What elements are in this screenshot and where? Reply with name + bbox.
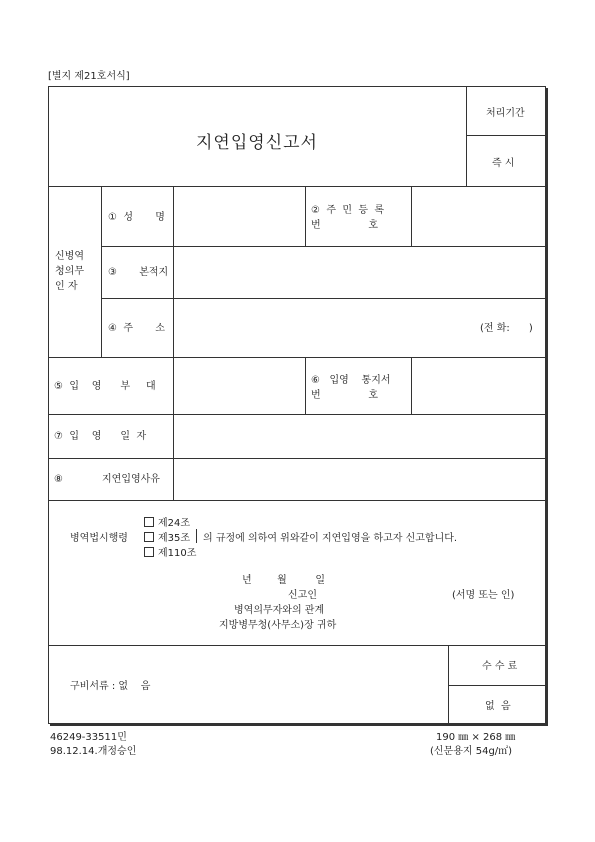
- notice-no-label-1: ⑥ 입영 통지서: [311, 375, 391, 386]
- relation-label: 병역의무자와의 관계: [234, 605, 325, 616]
- form-code: 46249-33511민: [50, 732, 127, 743]
- approval-date: 98.12.14.개정승인: [50, 746, 137, 757]
- unit-label: ⑤ 입 영 부 대: [54, 381, 156, 392]
- processing-period-value: 즉 시: [492, 158, 515, 169]
- name-label: ① 성 명: [108, 212, 165, 223]
- address-label: ④ 주 소: [108, 323, 165, 334]
- delay-reason-label: 지연입영사유: [102, 474, 160, 485]
- frame-shadow-right: [545, 88, 548, 726]
- applicant-group-line-2: 청의무: [55, 266, 84, 277]
- address-field[interactable]: [174, 299, 474, 356]
- attachments-label: 구비서류 : 없 음: [70, 681, 151, 692]
- option-article-35[interactable]: 제35조: [144, 532, 190, 545]
- option-article-24[interactable]: 제24조: [144, 517, 190, 530]
- resident-no-label-2: 번 호: [311, 220, 379, 231]
- domicile-label: ③ 본적지: [108, 267, 169, 278]
- enlist-date-field[interactable]: [174, 415, 545, 457]
- reporter-label: 신고인: [288, 590, 317, 601]
- form-label: [별지 제21호서식]: [48, 71, 130, 82]
- option-article-110[interactable]: 제110조: [144, 547, 196, 560]
- checkbox-article-24[interactable]: [144, 517, 154, 527]
- notice-no-field[interactable]: [412, 358, 545, 413]
- law-label: 병역법시행령: [70, 533, 128, 544]
- recipient-label: 지방병무청(사무소)장 귀하: [219, 620, 337, 631]
- frame-shadow-bottom: [50, 723, 548, 726]
- applicant-group-line-3: 인 자: [55, 281, 78, 292]
- checkbox-article-35[interactable]: [144, 532, 154, 542]
- signature-label: (서명 또는 인): [452, 590, 515, 601]
- resident-no-field[interactable]: [412, 187, 545, 245]
- page-title: 지연입영신고서: [196, 133, 318, 153]
- resident-no-label-1: ② 주 민 등 록: [311, 205, 385, 216]
- delay-reason-number: ⑧: [54, 474, 63, 485]
- fee-value: 없 음: [485, 701, 511, 712]
- fee-label: 수 수 료: [482, 661, 518, 672]
- checkbox-article-110[interactable]: [144, 547, 154, 557]
- applicant-group-line-1: 신병역: [55, 251, 84, 262]
- enlist-date-label: ⑦ 입 영 일 자: [54, 431, 147, 442]
- phone-label: (전 화: ): [480, 323, 533, 334]
- declaration-date: 년 월 일: [242, 575, 326, 586]
- declaration-text: 의 규정에 의하여 위와같이 지연입영을 하고자 신고합니다.: [203, 533, 458, 544]
- paper-type: (신문용지 54g/㎡): [430, 746, 513, 757]
- paper-size: 190 ㎜ × 268 ㎜: [436, 732, 516, 743]
- name-field[interactable]: [174, 187, 304, 245]
- processing-period-label: 처리기간: [486, 108, 525, 119]
- unit-field[interactable]: [174, 358, 304, 413]
- domicile-field[interactable]: [174, 247, 545, 297]
- notice-no-label-2: 번 호: [311, 390, 379, 401]
- delay-reason-field[interactable]: [174, 459, 545, 499]
